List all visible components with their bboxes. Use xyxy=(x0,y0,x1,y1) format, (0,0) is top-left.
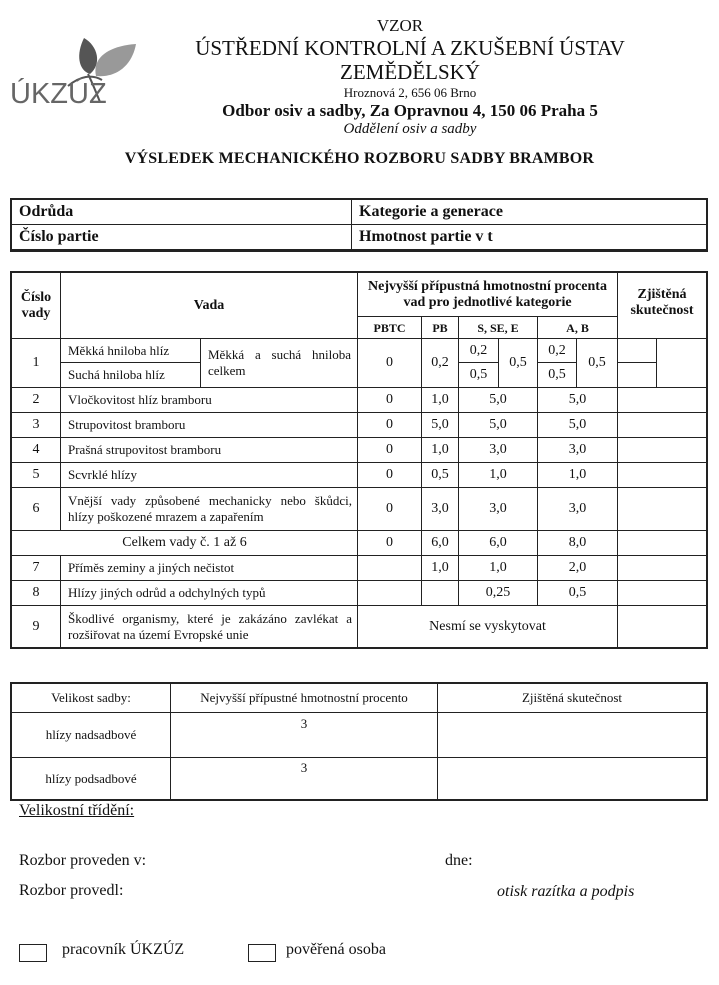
row-a: 2,0 xyxy=(537,555,618,581)
row1-a-sub2: 0,5 xyxy=(537,362,577,388)
row-found[interactable] xyxy=(617,437,707,463)
row-pbtc: 0 xyxy=(357,462,422,488)
row-s: 1,0 xyxy=(458,462,538,488)
row-pb xyxy=(421,580,459,606)
lot-weight-field[interactable] xyxy=(351,224,707,250)
total-row-found[interactable] xyxy=(617,530,707,556)
row-pbtc xyxy=(357,580,422,606)
category-field[interactable] xyxy=(351,199,707,225)
row-found[interactable] xyxy=(617,487,707,531)
row-number: 4 xyxy=(11,437,61,463)
lot-number-label: Číslo partie xyxy=(19,228,99,245)
row1-found-sub1[interactable] xyxy=(617,338,657,363)
header-cat-a: A, B xyxy=(537,316,618,339)
row-defect: Příměs zeminy a jiných nečistot xyxy=(60,555,358,581)
size-sorting-label: Velikostní třídění: xyxy=(19,802,135,819)
logo-text: ÚKZÚZ xyxy=(10,78,107,110)
row-pb: 0,5 xyxy=(421,462,459,488)
size-row-undersize-label: hlízy podsadbové xyxy=(11,757,171,800)
total-row-pb: 6,0 xyxy=(421,530,459,556)
lot-number-field[interactable] xyxy=(11,224,352,250)
checkbox-ukzuz-worker-label: pracovník ÚKZÚZ xyxy=(62,941,185,958)
row-number: 8 xyxy=(11,580,61,606)
row-s: 3,0 xyxy=(458,437,538,463)
row-defect: Vnější vady způsobené mechanicky nebo škůdci, hlízy poškozené mrazem a zapařením xyxy=(60,487,358,531)
row-number: 2 xyxy=(11,387,61,413)
row-a: 0,5 xyxy=(537,580,618,606)
row1-s-sub2: 0,5 xyxy=(458,362,499,388)
analyst-label: Rozbor provedl: xyxy=(19,882,124,899)
row-pb: 1,0 xyxy=(421,437,459,463)
row-s: 1,0 xyxy=(458,555,538,581)
row-number: 7 xyxy=(11,555,61,581)
page-title: VÝSLEDEK MECHANICKÉHO ROZBORU SADBY BRAMBOR xyxy=(124,150,595,167)
row-pbtc: 0 xyxy=(357,412,422,438)
row-found[interactable] xyxy=(617,387,707,413)
size-row-oversize-found[interactable] xyxy=(437,712,707,758)
row-number: 6 xyxy=(11,487,61,531)
size-header-max: Nejvyšší přípustné hmotnostní procento xyxy=(170,683,438,713)
header-cat-pb: PB xyxy=(421,316,459,339)
row1-number: 1 xyxy=(11,338,61,388)
row-pb: 1,0 xyxy=(421,555,459,581)
header-max-percent: Nejvyšší přípustná hmotnostní procenta vad pro jednotlivé kategorie xyxy=(357,272,618,317)
variety-field[interactable] xyxy=(11,199,352,225)
row-pbtc xyxy=(357,555,422,581)
row9-number: 9 xyxy=(11,605,61,648)
row-s: 5,0 xyxy=(458,387,538,413)
row1-s-total: 0,5 xyxy=(498,338,538,388)
row-pb: 5,0 xyxy=(421,412,459,438)
row-defect: Prašná strupovitost bramboru xyxy=(60,437,358,463)
size-row-undersize-max: 3 xyxy=(170,757,438,800)
row-pbtc: 0 xyxy=(357,487,422,531)
checkbox-ukzuz-worker[interactable] xyxy=(19,944,47,962)
row1-a-sub1: 0,2 xyxy=(537,338,577,363)
size-header-label: Velikost sadby: xyxy=(11,683,171,713)
row-defect: Vločkovitost hlíz bramboru xyxy=(60,387,358,413)
row9-defect: Škodlivé organismy, které je zakázáno zavlékat a rozšiřovat na území Evropské unie xyxy=(60,605,358,648)
department: Odbor osiv a sadby, Za Opravnou 4, 150 06 Praha 5 xyxy=(222,101,598,120)
size-row-oversize-label: hlízy nadsadbové xyxy=(11,712,171,758)
row-pbtc: 0 xyxy=(357,387,422,413)
total-row-a: 8,0 xyxy=(537,530,618,556)
category-label: Kategorie a generace xyxy=(359,203,503,220)
row1-pb: 0,2 xyxy=(421,338,459,388)
row-defect: Strupovitost bramboru xyxy=(60,412,358,438)
stamp-signature-label: otisk razítka a podpis xyxy=(497,883,635,900)
row-found[interactable] xyxy=(617,555,707,581)
header-found: Zjištěná skutečnost xyxy=(617,272,707,339)
row1-total-label: Měkká a suchá hniloba celkem xyxy=(200,338,358,388)
header-cat-s: S, SE, E xyxy=(458,316,538,339)
row-pbtc: 0 xyxy=(357,437,422,463)
lot-weight-label: Hmotnost partie v t xyxy=(359,228,493,245)
header-cat-pbtc: PBTC xyxy=(357,316,422,339)
row1-found-total[interactable] xyxy=(656,338,707,388)
row-a: 5,0 xyxy=(537,412,618,438)
row-a: 3,0 xyxy=(537,437,618,463)
row1-pbtc: 0 xyxy=(357,338,422,388)
row-s: 5,0 xyxy=(458,412,538,438)
row-pb: 3,0 xyxy=(421,487,459,531)
row1-a-total: 0,5 xyxy=(576,338,618,388)
row-pb: 1,0 xyxy=(421,387,459,413)
size-row-undersize-found[interactable] xyxy=(437,757,707,800)
checkbox-authorized-person[interactable] xyxy=(248,944,276,962)
row-a: 3,0 xyxy=(537,487,618,531)
institute-name: ÚSTŘEDNÍ KONTROLNÍ A ZKUŠEBNÍ ÚSTAV xyxy=(195,36,625,60)
row1-sub1: Měkká hniloba hlíz xyxy=(60,338,201,363)
row9-value: Nesmí se vyskytovat xyxy=(357,605,618,648)
row9-found[interactable] xyxy=(617,605,707,648)
header-number: Číslo vady xyxy=(11,272,61,339)
size-row-oversize-max: 3 xyxy=(170,712,438,758)
row1-sub2: Suchá hniloba hlíz xyxy=(60,362,201,388)
date-label: dne: xyxy=(445,852,473,869)
analysis-place-label: Rozbor proveden v: xyxy=(19,852,147,869)
total-row-label: Celkem vady č. 1 až 6 xyxy=(11,530,358,556)
variety-label: Odrůda xyxy=(19,203,74,220)
row-number: 3 xyxy=(11,412,61,438)
row-found[interactable] xyxy=(617,412,707,438)
row-number: 5 xyxy=(11,462,61,488)
institute-name-2: ZEMĚDĚLSKÝ xyxy=(340,60,480,84)
row-found[interactable] xyxy=(617,462,707,488)
row-defect: Hlízy jiných odrůd a odchylných typů xyxy=(60,580,358,606)
row-s: 0,25 xyxy=(458,580,538,606)
row1-found-sub2[interactable] xyxy=(617,362,657,388)
section: Oddělení osiv a sadby xyxy=(343,121,477,137)
row1-s-sub1: 0,2 xyxy=(458,338,499,363)
row-a: 1,0 xyxy=(537,462,618,488)
total-row-s: 6,0 xyxy=(458,530,538,556)
row-s: 3,0 xyxy=(458,487,538,531)
row-defect: Scvrklé hlízy xyxy=(60,462,358,488)
size-header-found: Zjištěná skutečnost xyxy=(437,683,707,713)
checkbox-authorized-person-label: pověřená osoba xyxy=(286,941,386,958)
row-a: 5,0 xyxy=(537,387,618,413)
template-label: VZOR xyxy=(376,16,424,35)
total-row-pbtc: 0 xyxy=(357,530,422,556)
header-defect: Vada xyxy=(60,272,358,339)
row-found[interactable] xyxy=(617,580,707,606)
institute-address: Hroznová 2, 656 06 Brno xyxy=(343,85,477,100)
